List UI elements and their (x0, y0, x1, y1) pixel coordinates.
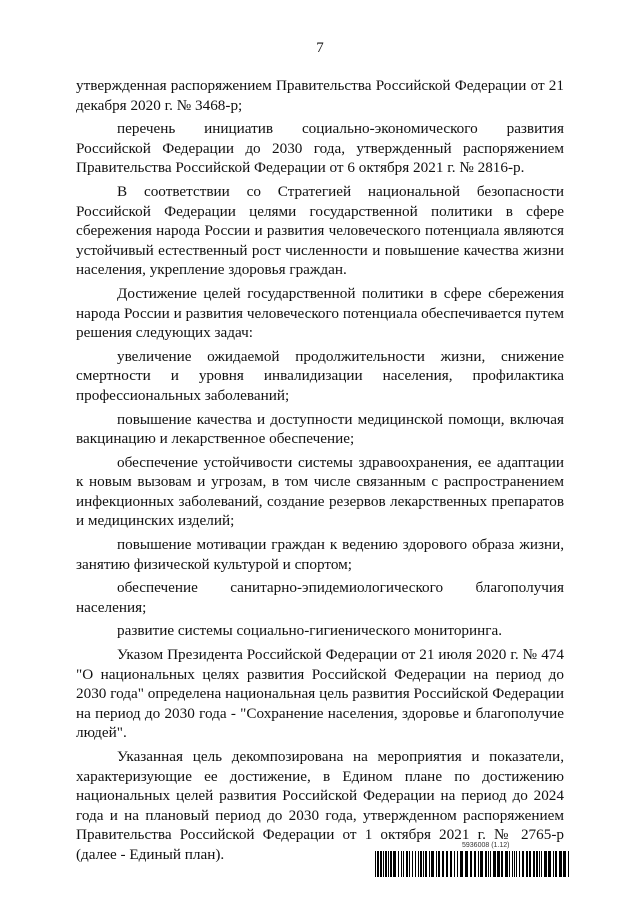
list-item: обеспечение санитарно-эпидемиологического благополучия населения; (76, 579, 564, 616)
paragraph: Указом Президента Российской Федерации от 21 июля 2020 г. № 474 "О национальных целях развития Российской Федерации на период до 2030 года" определена национальная цель развития Российской Федерации на период до 2030 года - "Сохранение населения, здоровье и благополучие людей". (76, 646, 564, 742)
barcode-image (375, 851, 569, 877)
paragraph: перечень инициатив социально-экономического развития Российской Федерации до 2030 года, утвержденный распоряжением Правительства Российской Федерации от 6 октября 2021 г. № 2816-р. (76, 120, 564, 177)
page-number: 7 (316, 40, 324, 56)
paragraph: В соответствии со Стратегией национальной безопасности Российской Федерации целями государственной политики в сфере сбережения народа России и развития человеческого потенциала являются устойчивый естественный рост численности и повышение качества жизни населения, укрепление здоровья граждан. (76, 182, 564, 279)
paragraph: Достижение целей государственной политики в сфере сбережения народа России и развития человеческого потенциала обеспечивается путем решения следующих задач: (76, 284, 564, 342)
list-item: развитие системы социально-гигиенического мониторинга. (117, 622, 503, 640)
document-code: 5936008 (1.12) (462, 842, 510, 849)
list-item: увеличение ожидаемой продолжительности жизни, снижение смертности и уровня инвалидизации населения, профилактика профессиональных заболеваний; (76, 347, 564, 404)
list-item: повышение качества и доступности медицинской помощи, включая вакцинацию и лекарственное обеспечение; (76, 410, 564, 448)
document-body (76, 76, 564, 869)
list-item: повышение мотивации граждан к ведению здорового образа жизни, занятию физической культурой и спортом; (76, 536, 564, 573)
paragraph-continuation: утвержденная распоряжением Правительства Российской Федерации от 21 декабря 2020 г. № 3468-р; (76, 77, 564, 114)
paragraph: Указанная цель декомпозирована на мероприятия и показатели, характеризующие ее достижение, в Едином плане по достижению национальных целей развития Российской Федерации на период до 2024 года и на плановый период до 2030 года, утвержденном распоряжением Правительства Российской Федерации от 1 октября 2021 г. № 2765-р (далее - Единый план). (76, 748, 564, 863)
list-item: обеспечение устойчивости системы здравоохранения, ее адаптации к новым вызовам и угрозам, в том числе связанным с распространением инфекционных заболеваний, создание резервов лекарственных препаратов и медицинских изделий; (76, 453, 564, 530)
